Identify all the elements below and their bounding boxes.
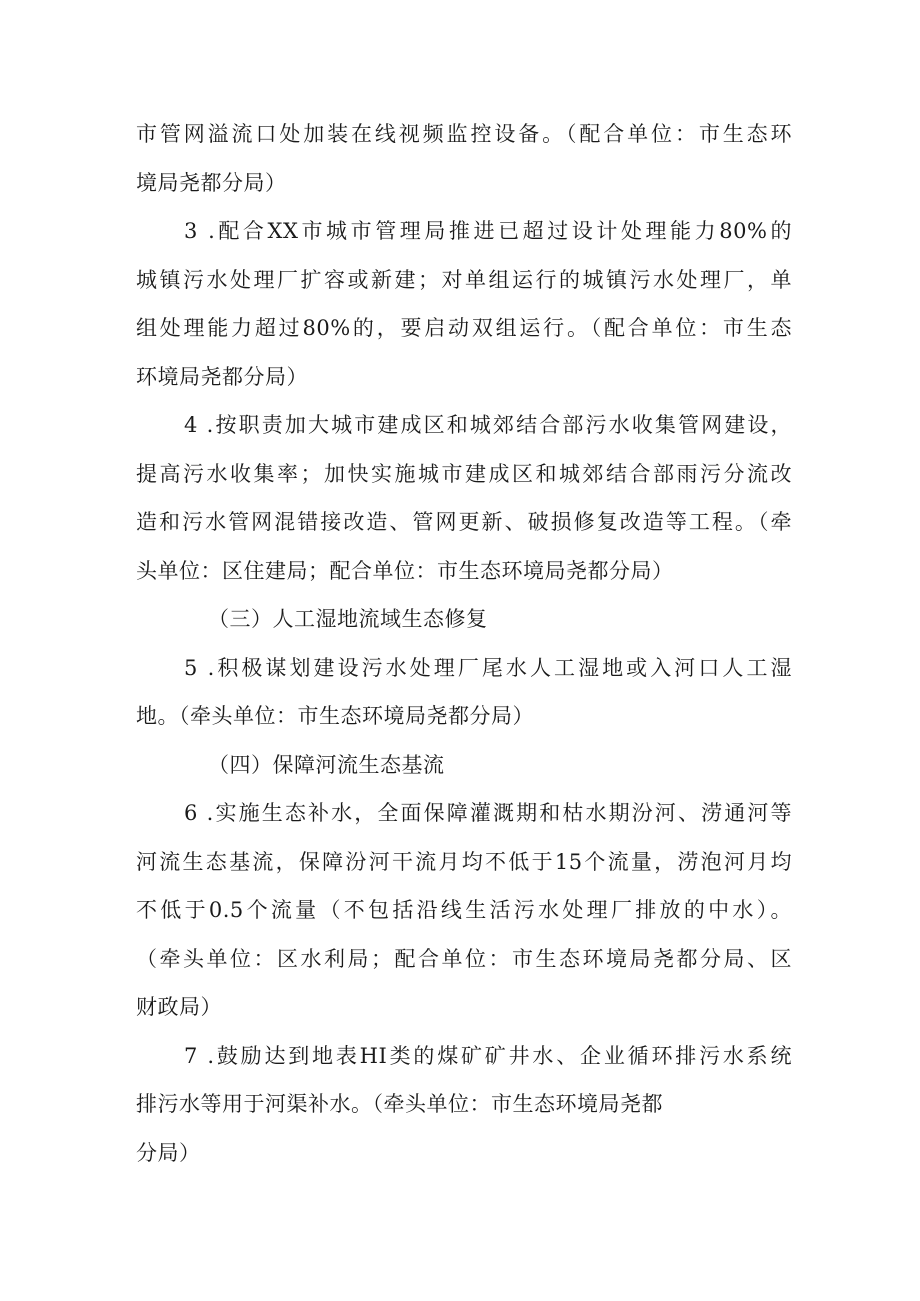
list-item-3	[136, 207, 792, 401]
text-line: 3 .配合XX市城市管理局推进已超过设计处理能力80%的	[184, 219, 792, 243]
section-heading-4	[136, 741, 792, 790]
text-line: 6 .实施生态补水，全面保障灌溉期和枯水期汾河、涝通河等	[184, 801, 792, 825]
list-item-5	[136, 644, 792, 741]
text-line: 排污水等用于河渠补水。（牵头单位：市生态环境局尧都	[136, 1092, 663, 1116]
text-line: （牵头单位：区水利局；配合单位：市生态环境局尧都分局、区	[136, 946, 792, 971]
heading-text: （四）保障河流生态基流	[208, 752, 445, 777]
list-item-6	[136, 789, 792, 1032]
text-line: 环境局尧都分局）	[136, 364, 308, 389]
section-heading-3	[136, 595, 792, 644]
text-line: 组处理能力超过80%的，要启动双组运行。（配合单位：市生态	[136, 316, 792, 340]
list-item-4	[136, 401, 792, 595]
text-line: 市管网溢流口处加装在线视频监控设备。（配合单位：市生态环	[136, 122, 792, 146]
text-line: 财政局）	[136, 995, 222, 1019]
list-item-7	[136, 1032, 792, 1178]
paragraph-continuation	[136, 110, 792, 207]
document-body	[136, 110, 792, 1177]
text-line: 5 .积极谋划建设污水处理厂尾水人工湿地或入河口人工湿	[184, 655, 792, 680]
text-line: 提高污水收集率；加快实施城市建成区和城郊结合部雨污分流改	[136, 461, 792, 486]
text-line: 分局）	[136, 1140, 201, 1165]
text-line: 境局尧都分局）	[136, 170, 287, 195]
heading-text: （三）人工湿地流域生态修复	[208, 607, 488, 631]
text-line: 头单位：区住建局；配合单位：市生态环境局尧都分局）	[136, 558, 674, 583]
text-line: 河流生态基流，保障汾河干流月均不低于15个流量，涝泡河月均	[136, 849, 792, 874]
text-line: 7 .鼓励达到地表HI类的煤矿矿井水、企业循环排污水系统	[184, 1043, 792, 1068]
text-line: 造和污水管网混错接改造、管网更新、破损修复改造等工程。（牵	[136, 510, 792, 534]
text-line: 城镇污水处理厂扩容或新建；对单组运行的城镇污水处理厂，单	[136, 267, 792, 292]
text-line: 4 .按职责加大城市建成区和城郊结合部污水收集管网建设，	[184, 413, 792, 437]
text-line: 地。（牵头单位：市生态环境局尧都分局）	[136, 704, 534, 728]
text-line: 不低于0.5个流量（不包括沿线生活污水处理厂排放的中水）。	[136, 898, 792, 922]
